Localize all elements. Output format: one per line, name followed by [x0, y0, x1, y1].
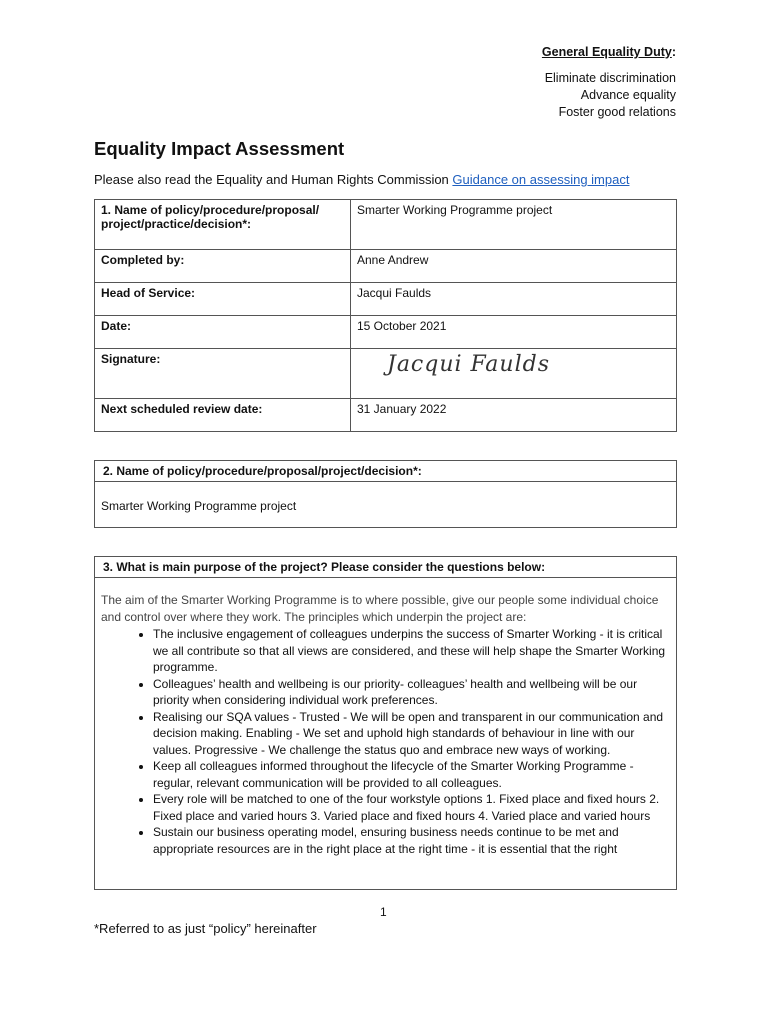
duty-colon: : [671, 45, 676, 59]
table-row [95, 283, 677, 316]
list-item: • Sustain our business operating model, ensuring business needs continue to be met and appropriate resources are in the right place at the right time - it is essential that the right [153, 824, 670, 857]
section-2-body: Smarter Working Programme project [101, 499, 297, 513]
intro-sentence: Please also read the Equality and Human Rights Commission [94, 172, 453, 187]
row-label: Head of Service: [95, 283, 351, 316]
row-label: 1. Name of policy/procedure/proposal/ project/practice/decision*: [95, 200, 351, 250]
intro-text [94, 172, 629, 187]
duty-item: Advance equality [580, 88, 676, 102]
table-row [95, 349, 677, 399]
assessment-details-table [94, 199, 677, 432]
page-title: Equality Impact Assessment [94, 138, 345, 159]
row-label: Completed by: [95, 250, 351, 283]
section-3-box [94, 556, 677, 890]
table-row [95, 316, 677, 349]
purpose-intro: The aim of the Smarter Working Programme is to where possible, give our people some individual choice and control over where they work. The principles which underpin the project are: [101, 593, 659, 624]
table-row [95, 399, 677, 432]
list-item: • Every role will be matched to one of the four workstyle options 1. Fixed place and fixed hours 2. Fixed place and varied hours 3. Varied place and fixed hours 4. Varied place and varied hours [153, 791, 670, 824]
signature-image: Jacqui Faulds [387, 352, 551, 377]
section-3-heading: 3. What is main purpose of the project? Please consider the questions below: [95, 557, 676, 578]
list-item: • The inclusive engagement of colleagues underpins the success of Smarter Working - it is critical we all contribute so that all views are considered, and these will help shape the Smarter Working programme. [153, 626, 670, 676]
list-item: • Colleagues’ health and wellbeing is our priority- colleagues’ health and wellbeing will be our priority when considering individual work preferences. [153, 676, 670, 709]
general-equality-duty [542, 44, 676, 121]
table-row [95, 200, 677, 250]
duty-item: Eliminate discrimination [544, 71, 676, 85]
list-item: • Keep all colleagues informed throughout the lifecycle of the Smarter Working Programme - regular, relevant communication will be provided to all colleagues. [153, 758, 670, 791]
section-2-box [94, 460, 677, 528]
row-value: Jacqui Faulds [351, 283, 677, 316]
row-value: 15 October 2021 [351, 316, 677, 349]
row-value: 31 January 2022 [351, 399, 677, 432]
principles-list [101, 626, 670, 857]
section-3-body [95, 578, 676, 865]
row-value: Anne Andrew [351, 250, 677, 283]
row-label: Date: [95, 316, 351, 349]
footnote: *Referred to as just “policy” hereinafter [94, 921, 317, 936]
section-2-heading: 2. Name of policy/procedure/proposal/project/decision*: [95, 461, 676, 482]
list-item: • Realising our SQA values - Trusted - We will be open and transparent in our communication and decision making. Enabling - We set and uphold high standards of behaviour in line with our values. Progressive - We challenge the status quo and embrace new ways of working. [153, 709, 670, 759]
row-value: Smarter Working Programme project [351, 200, 677, 250]
signature-cell [351, 349, 677, 399]
table-row [95, 250, 677, 283]
duty-item: Foster good relations [558, 105, 676, 119]
row-label: Signature: [95, 349, 351, 399]
duty-heading: General Equality Duty [541, 45, 672, 59]
page-number: 1 [380, 905, 387, 919]
guidance-link[interactable]: Guidance on assessing impact [452, 172, 630, 187]
row-label: Next scheduled review date: [95, 399, 351, 432]
